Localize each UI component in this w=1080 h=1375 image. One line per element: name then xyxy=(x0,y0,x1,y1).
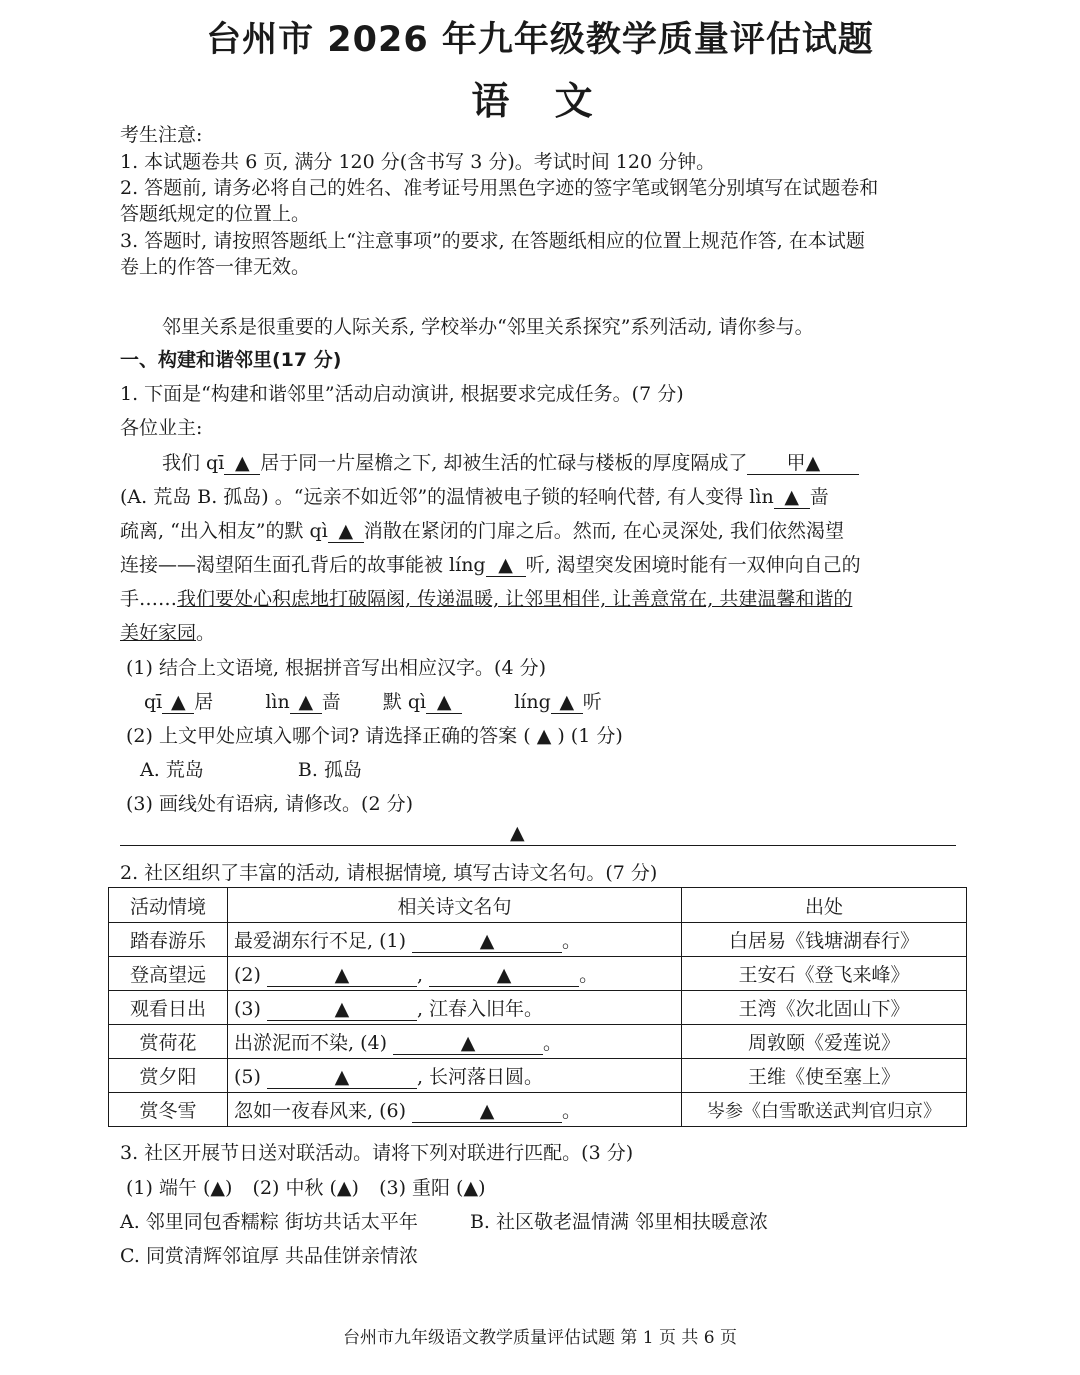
q3-option-c: C. 同赏清辉邻谊厚 共品佳饼亲情浓 xyxy=(120,1245,418,1267)
option-b: B. 孤岛 xyxy=(297,759,362,781)
q3-prompt: 3. 社区开展节日送对联活动。请将下列对联进行匹配。(3 分) xyxy=(120,1142,634,1164)
q2-prompt: 2. 社区组织了丰富的活动, 请根据情境, 填写古诗文名句。(7 分) xyxy=(120,862,658,884)
table-row: 观看日出 (3) ▲ , 江春入旧年。 王湾《次北固山下》 xyxy=(109,991,967,1025)
notes-item-3-line-1: 3. 答题时, 请按照答题纸上“注意事项”的要求, 在答题纸相应的位置上规范作答, 在本试题 xyxy=(120,230,865,252)
poem-table xyxy=(108,887,967,1127)
passage-line-2: (A. 荒岛 B. 孤岛) 。“远亲不如近邻”的温情被电子锁的轻响代替, 有人变得 lìn ▲ 啬 xyxy=(120,486,829,508)
passage-line-1: 我们 qī ▲ 居于同一片屋檐之下, 却被生活的忙碌与楼板的厚度隔成了 甲▲ xyxy=(162,450,859,476)
q1-sub-3: (3) 画线处有语病, 请修改。(2 分) xyxy=(126,793,413,815)
option-a: A. 荒岛 xyxy=(140,759,204,781)
q3-item-2[interactable]: (2) 中秋 (▲) xyxy=(252,1177,359,1199)
q1-sub-1: (1) 结合上文语境, 根据拼音写出相应汉字。(4 分) xyxy=(126,657,546,679)
answer-choice-mark[interactable]: ▲ xyxy=(536,725,552,747)
passage-line-4: 连接——渴望陌生面孔背后的故事能被 líng ▲ 听, 渴望突发困境时能有一双伸向自己的 xyxy=(120,554,861,576)
answer-qi-2[interactable]: ▲ xyxy=(426,691,462,714)
section-1-heading: 一、构建和谐邻里(17 分) xyxy=(120,349,342,371)
q3-options-row-1 xyxy=(120,1209,768,1235)
header-source: 出处 xyxy=(682,888,967,923)
intro-text: 邻里关系是很重要的人际关系, 学校举办“邻里关系探究”系列活动, 请你参与。 xyxy=(162,316,814,338)
answer-qi[interactable]: ▲ xyxy=(162,691,194,714)
table-row: 赏荷花 出淤泥而不染, (4) ▲ 。 周敦颐《爱莲说》 xyxy=(109,1025,967,1059)
page-footer: 台州市九年级语文教学质量评估试题 第 1 页 共 6 页 xyxy=(342,1328,738,1348)
q3-items xyxy=(126,1175,486,1201)
blank-ling[interactable]: ▲ xyxy=(486,554,526,577)
table-header-row xyxy=(109,888,967,923)
table-row: 赏冬雪 忽如一夜春风来, (6) ▲ 。 岑参《白雪歌送武判官归京》 xyxy=(109,1093,967,1127)
blank-2a[interactable]: ▲ xyxy=(267,964,417,987)
exam-title: 台州市 2026 年九年级教学质量评估试题 xyxy=(206,20,874,60)
blank-qi[interactable]: ▲ xyxy=(224,452,260,475)
pinyin-answers: qī ▲ 居 lìn ▲ 啬 默 qì ▲ líng ▲ 听 xyxy=(144,691,602,713)
q1-prompt: 1. 下面是“构建和谐邻里”活动启动演讲, 根据要求完成任务。(7 分) xyxy=(120,383,684,405)
table-row: 踏春游乐 最爱湖东行不足, (1) ▲ 。 白居易《钱塘湖春行》 xyxy=(109,923,967,957)
q3-item-3[interactable]: (3) 重阳 (▲) xyxy=(379,1177,486,1199)
answer-ling[interactable]: ▲ xyxy=(551,691,583,714)
answer-lin[interactable]: ▲ xyxy=(290,691,322,714)
answer-line[interactable] xyxy=(120,845,956,846)
exam-subject: 语 文 xyxy=(471,79,609,123)
table-row: 赏夕阳 (5) ▲ , 长河落日圆。 王维《使至塞上》 xyxy=(109,1059,967,1093)
header-lines: 相关诗文名句 xyxy=(228,888,682,923)
blank-1[interactable]: ▲ xyxy=(412,930,562,953)
blank-2b[interactable]: ▲ xyxy=(429,964,579,987)
blank-lin[interactable]: ▲ xyxy=(774,486,810,509)
q1-salutation: 各位业主: xyxy=(120,417,203,439)
notes-item-2-line-1: 2. 答题前, 请务必将自己的姓名、准考证号用黑色字迹的签字笔或钢笔分别填写在试题卷和 xyxy=(120,177,879,199)
blank-6[interactable]: ▲ xyxy=(412,1100,562,1123)
blank-jia[interactable]: 甲▲ xyxy=(747,452,859,475)
passage-line-3: 疏离, “出入相友”的默 qì ▲ 消散在紧闭的门扉之后。然而, 在心灵深处, 我们依然渴望 xyxy=(120,520,844,542)
blank-4[interactable]: ▲ xyxy=(393,1032,543,1055)
blank-5[interactable]: ▲ xyxy=(267,1066,417,1089)
q3-item-1[interactable]: (1) 端午 (▲) xyxy=(126,1177,233,1199)
notes-heading: 考生注意: xyxy=(120,124,203,146)
notes-item-3-line-2: 卷上的作答一律无效。 xyxy=(120,256,311,278)
passage-line-6: 美好家园。 xyxy=(120,622,216,644)
q3-option-b: B. 社区敬老温情满 邻里相扶暖意浓 xyxy=(469,1211,769,1233)
blank-3[interactable]: ▲ xyxy=(267,998,417,1021)
answer-line-mark: ▲ xyxy=(510,822,525,844)
q1-options xyxy=(140,757,362,783)
notes-item-2-line-2: 答题纸规定的位置上。 xyxy=(120,203,311,225)
table-row: 登高望远 (2) ▲ , ▲ 。 王安石《登飞来峰》 xyxy=(109,957,967,991)
header-scene: 活动情境 xyxy=(109,888,228,923)
q1-sub-2: (2) 上文甲处应填入哪个词? 请选择正确的答案 ( ▲ ) (1 分) xyxy=(126,725,623,747)
pinyin-qi: 我们 qī xyxy=(162,452,225,474)
passage-line-5: 手……我们要处心积虑地打破隔阂, 传递温暖, 让邻里相伴, 让善意常在, 共建温馨和谐的 xyxy=(120,588,853,610)
q3-option-a: A. 邻里同包香糯粽 街坊共话太平年 xyxy=(120,1211,418,1233)
underlined-sentence: 我们要处心积虑地打破隔阂, 传递温暖, 让邻里相伴, 让善意常在, 共建温馨和谐的 xyxy=(177,588,853,610)
blank-qi-2[interactable]: ▲ xyxy=(328,520,364,543)
notes-item-1: 1. 本试题卷共 6 页, 满分 120 分(含书写 3 分)。考试时间 120 分钟。 xyxy=(120,151,716,173)
